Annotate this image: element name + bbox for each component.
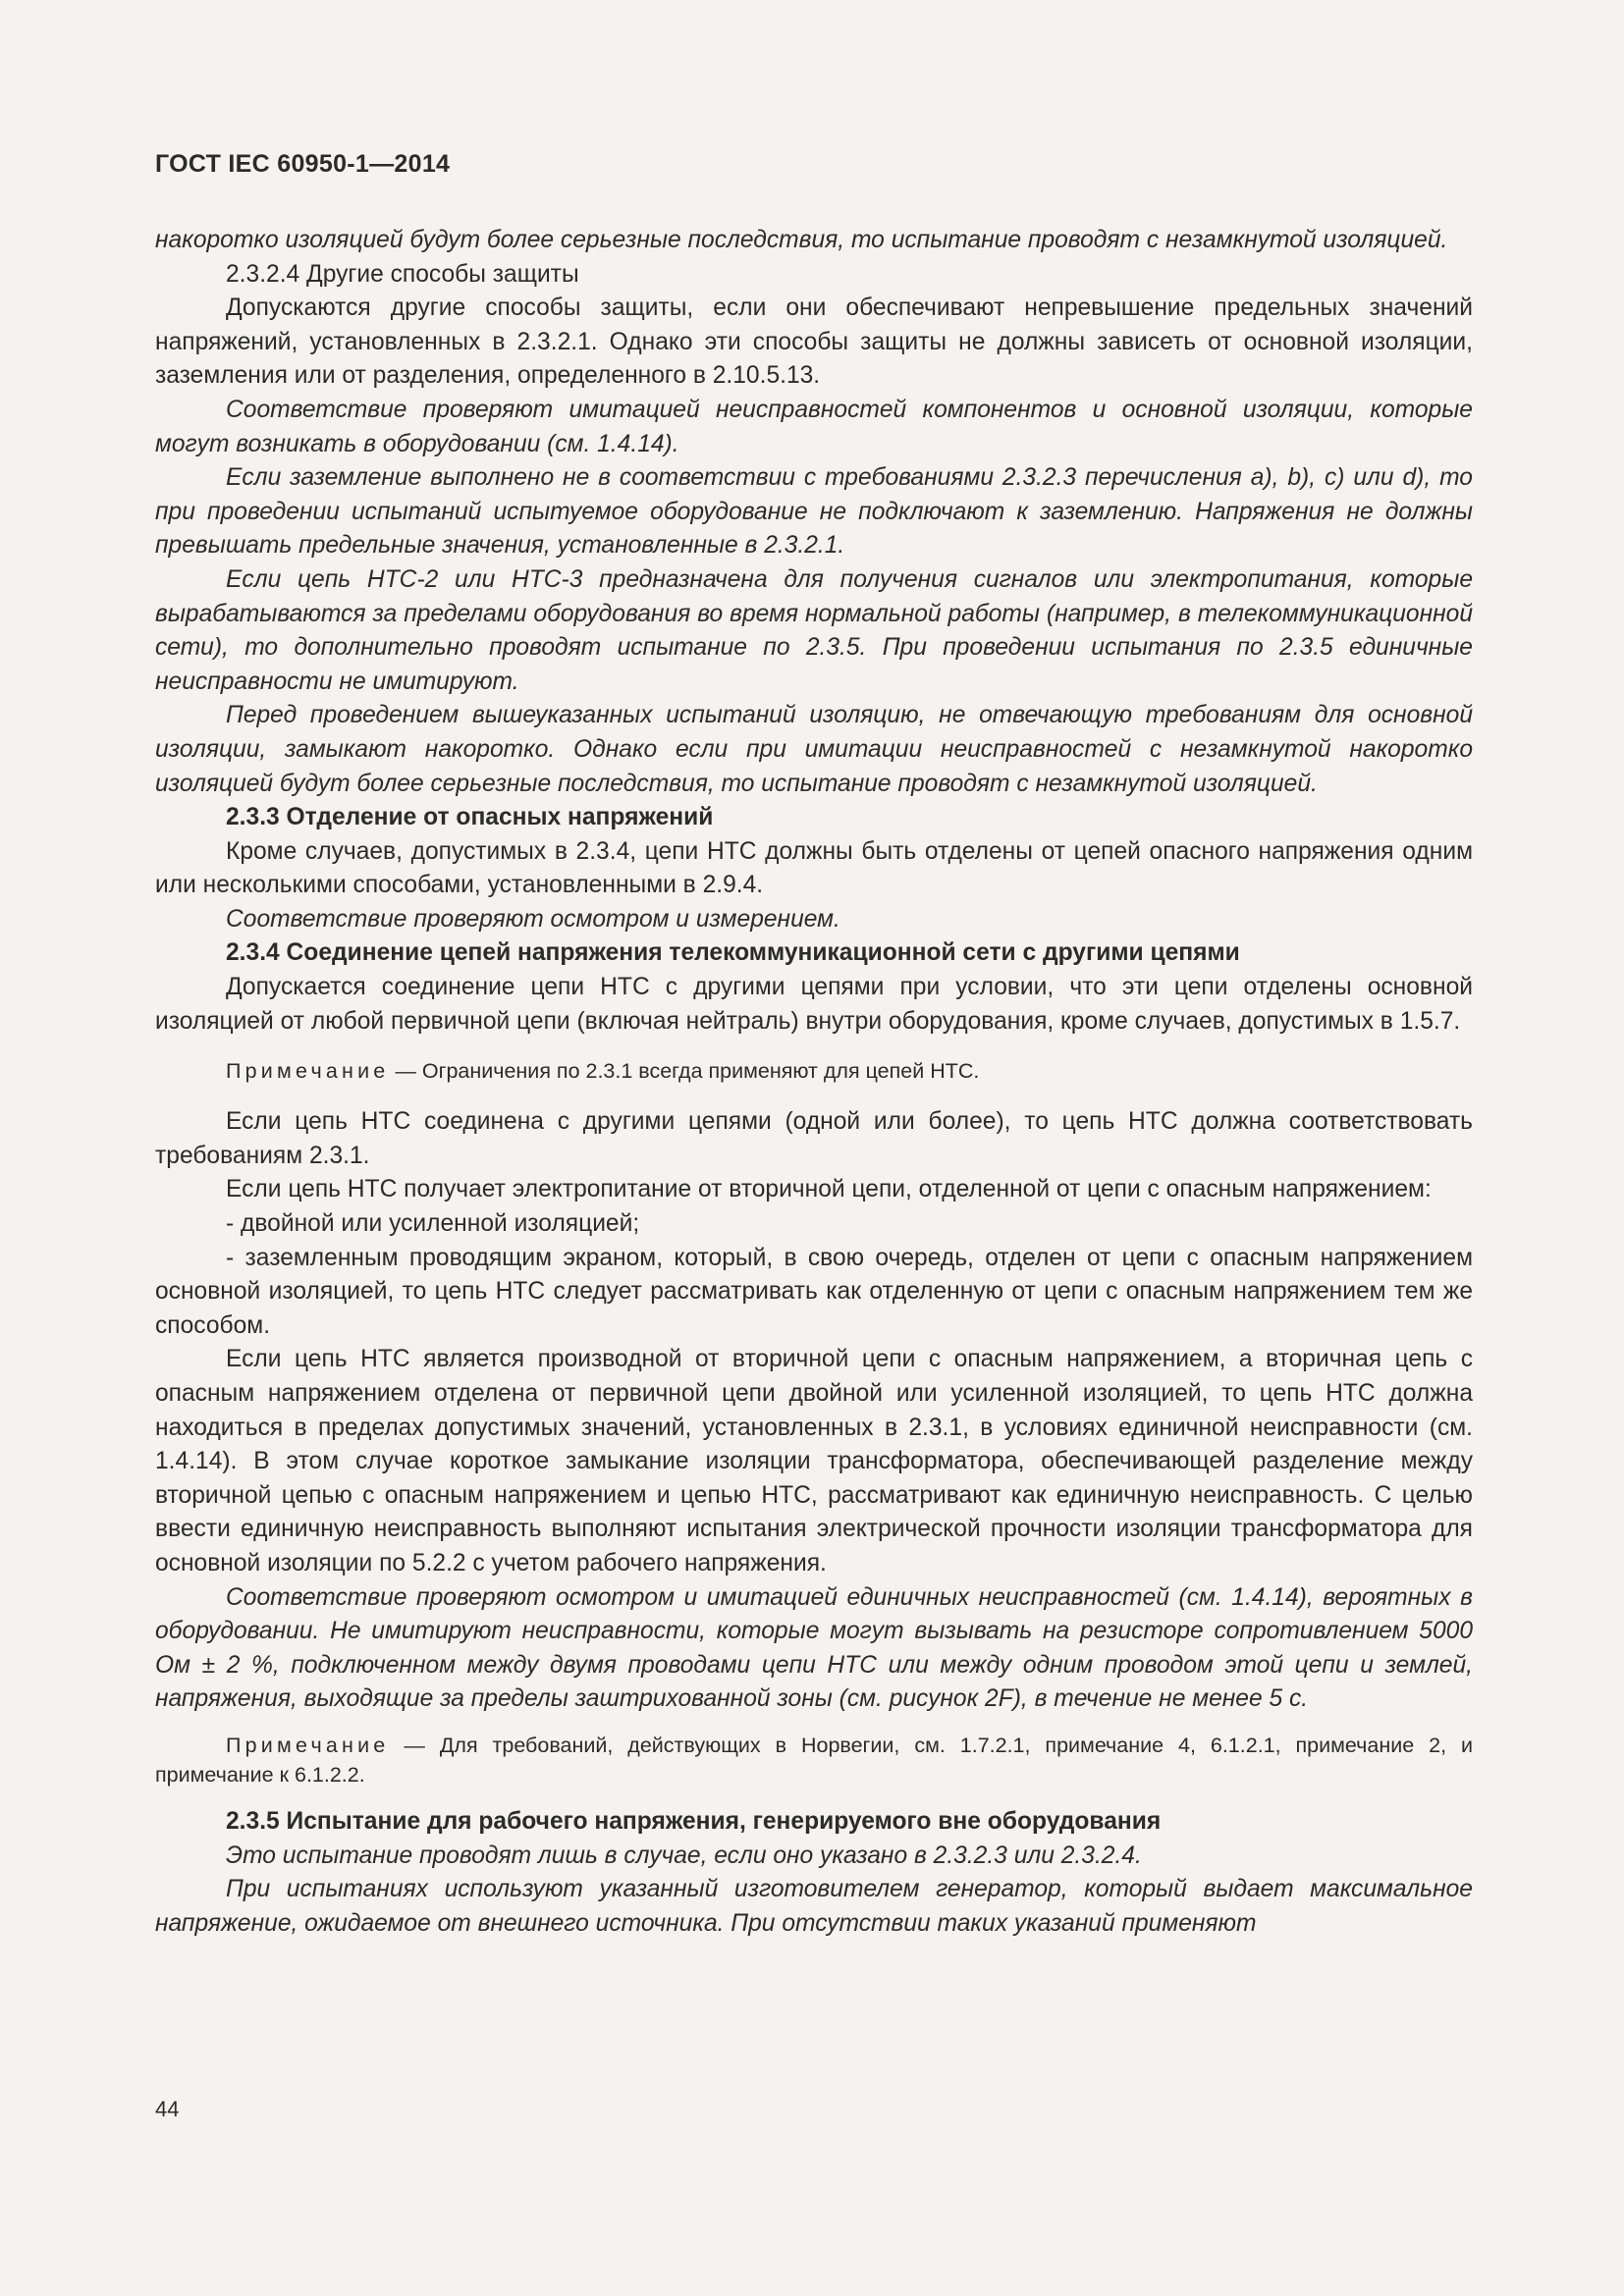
paragraph: Допускаются другие способы защиты, если они обеспечивают непревышение предельных значений напряжений, установленных в 2.3.2.1. Однако эти способы защиты не должны зависеть от основной изоляции, заземления или от разделения, определенного в 2.10.5.13.	[155, 294, 1473, 390]
section-heading-2-3-5: 2.3.5 Испытание для рабочего напряжения, генерируемого вне оборудования	[226, 1807, 1162, 1835]
list-item: - заземленным проводящим экраном, который, в свою очередь, отделен от цепи с опасным напряжением основной изоляцией, то цепь НТС следует рассматривать как отделенную от цепи с опасным напряжением тем же способом.	[155, 1244, 1473, 1339]
paragraph: Если цепь НТС получает электропитание от вторичной цепи, отделенной от цепи с опасным напряжением:	[226, 1176, 1432, 1203]
note-label: Примечание	[226, 1733, 390, 1757]
paragraph: Перед проведением вышеуказанных испытаний изоляцию, не отвечающую требованиям для основной изоляции, замыкают накоротко. Однако если при имитации неисправностей с незамкнутой накоротко изоляцией будут более серьезные последствия, то испытание проводят с незамкнутой изоляцией.	[155, 702, 1473, 797]
paragraph: Кроме случаев, допустимых в 2.3.4, цепи НТС должны быть отделены от цепей опасного напряжения одним или несколькими способами, установленными в 2.9.4.	[155, 837, 1473, 899]
paragraph: Соответствие проверяют имитацией неисправностей компонентов и основной изоляции, которые могут возникать в оборудовании (см. 1.4.14).	[155, 396, 1473, 457]
paragraph: Это испытание проводят лишь в случае, если оно указано в 2.3.2.3 или 2.3.2.4.	[226, 1842, 1142, 1869]
list-item: - двойной или усиленной изоляцией;	[226, 1210, 640, 1238]
note-text: — Для требований, действующих в Норвегии, см. 1.7.2.1, примечание 4, 6.1.2.1, примечание 2, и примечание к 6.1.2.2.	[155, 1733, 1473, 1787]
paragraph: Допускается соединение цепи НТС с другими цепями при условии, что эти цепи отделены основной изоляцией от любой первичной цепи (включая нейтраль) внутри оборудования, кроме случаев, допустимых в 1.5.7.	[155, 974, 1473, 1035]
document-header: ГОСТ IEC 60950-1—2014	[155, 150, 451, 178]
note	[155, 1056, 1473, 1086]
subsection-title: 2.3.2.4 Другие способы защиты	[226, 260, 579, 288]
document-body	[155, 224, 1473, 1941]
paragraph: Соответствие проверяют осмотром и измерением.	[226, 905, 840, 933]
section-heading-2-3-4: 2.3.4 Соединение цепей напряжения телекоммуникационной сети с другими цепями	[226, 939, 1240, 967]
note-label: Примечание	[226, 1059, 390, 1084]
paragraph: Если заземление выполнено не в соответствии с требованиями 2.3.2.3 перечисления a), b), c) или d), то при проведении испытаний испытуемое оборудование не подключают к заземлению. Напряжения не должны превышать предельные значения, установленные в 2.3.2.1.	[155, 464, 1473, 560]
paragraph: Если цепь НТС соединена с другими цепями (одной или более), то цепь НТС должна соответствовать требованиям 2.3.1.	[155, 1108, 1473, 1169]
paragraph: Если цепь НТС является производной от вторичной цепи с опасным напряжением, а вторичная цепь с опасным напряжением отделена от первичной цепи двойной или усиленной изоляцией, то цепь НТС должна находиться в пределах допустимых значений, установленных в 2.3.1, в условиях единичной неисправности (см. 1.4.14). В этом случае короткое замыкание изоляции трансформатора, обеспечивающей разделение между вторичной цепью с опасным напряжением и цепью НТС, рассматривают как единичную неисправность. С целью ввести единичную неисправность выполняют испытания электрической прочности изоляции трансформатора для основной изоляции по 5.2.2 с учетом рабочего напряжения.	[155, 1346, 1473, 1576]
page-number: 44	[155, 2097, 180, 2121]
paragraph: накоротко изоляцией будут более серьезные последствия, то испытание проводят с незамкнутой изоляцией.	[155, 227, 1448, 253]
note	[155, 1731, 1473, 1789]
paragraph: Если цепь НТС-2 или НТС-3 предназначена для получения сигналов или электропитания, которые вырабатываются за пределами оборудования во время нормальной работы (например, в телекоммуникационной сети), то дополнительно проводят испытание по 2.3.5. При проведении испытания по 2.3.5 единичные неисправности не имитируют.	[155, 565, 1473, 695]
section-heading-2-3-3: 2.3.3 Отделение от опасных напряжений	[226, 804, 714, 831]
paragraph: При испытаниях используют указанный изготовителем генератор, который выдает максимальное напряжение, ожидаемое от внешнего источника. При отсутствии таких указаний применяют	[155, 1876, 1473, 1937]
paragraph: Соответствие проверяют осмотром и имитацией единичных неисправностей (см. 1.4.14), вероятных в оборудовании. Не имитируют неисправности, которые могут вызывать на резисторе сопротивлением 5000 Ом ± 2 %, подключенном между двумя проводами цепи НТС или между одним проводом этой цепи и землей, напряжения, выходящие за пределы заштрихованной зоны (см. рисунок 2F), в течение не менее 5 с.	[155, 1583, 1473, 1713]
note-text: — Ограничения по 2.3.1 всегда применяют для цепей НТС.	[395, 1059, 980, 1084]
